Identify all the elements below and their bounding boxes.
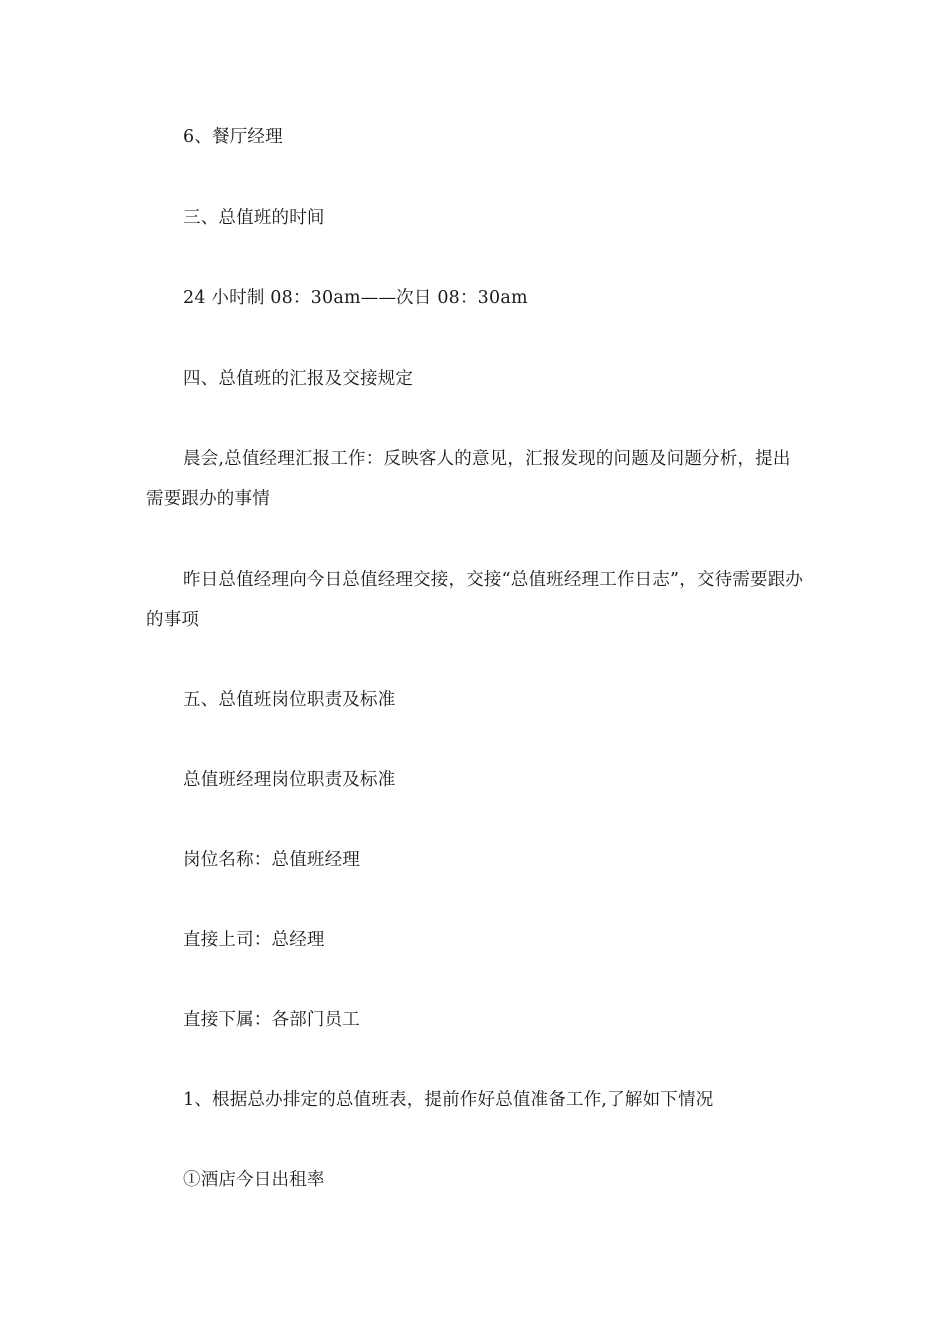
handover-paragraph: 昨日总值经理向今日总值经理交接，交接“总值班经理工作日志”，交待需要跟办的事项	[146, 570, 804, 630]
duty-time-text: 24 小时制 08：30am——次日 08：30am	[183, 288, 528, 308]
duty-item-1: 1、根据总办排定的总值班表，提前作好总值准备工作,了解如下情况	[183, 1090, 714, 1110]
position-name-text: 岗位名称：总值班经理	[183, 850, 360, 870]
morning-meeting-paragraph: 晨会,总值经理汇报工作：反映客人的意见，汇报发现的问题及问题分析，提出需要跟办的事情	[146, 449, 791, 509]
duty-subitem-occupancy: ①酒店今日出租率	[183, 1170, 325, 1190]
section-heading-reporting-handover: 四、总值班的汇报及交接规定	[183, 369, 414, 389]
direct-superior-text: 直接上司：总经理	[183, 930, 325, 950]
section-heading-duties-standards: 五、总值班岗位职责及标准	[183, 690, 396, 710]
subheading-manager-duties: 总值班经理岗位职责及标准	[183, 770, 396, 790]
direct-subordinates-text: 直接下属：各部门员工	[183, 1010, 360, 1030]
section-heading-duty-time: 三、总值班的时间	[183, 208, 325, 228]
list-item-restaurant-manager: 6、餐厅经理	[183, 127, 283, 147]
